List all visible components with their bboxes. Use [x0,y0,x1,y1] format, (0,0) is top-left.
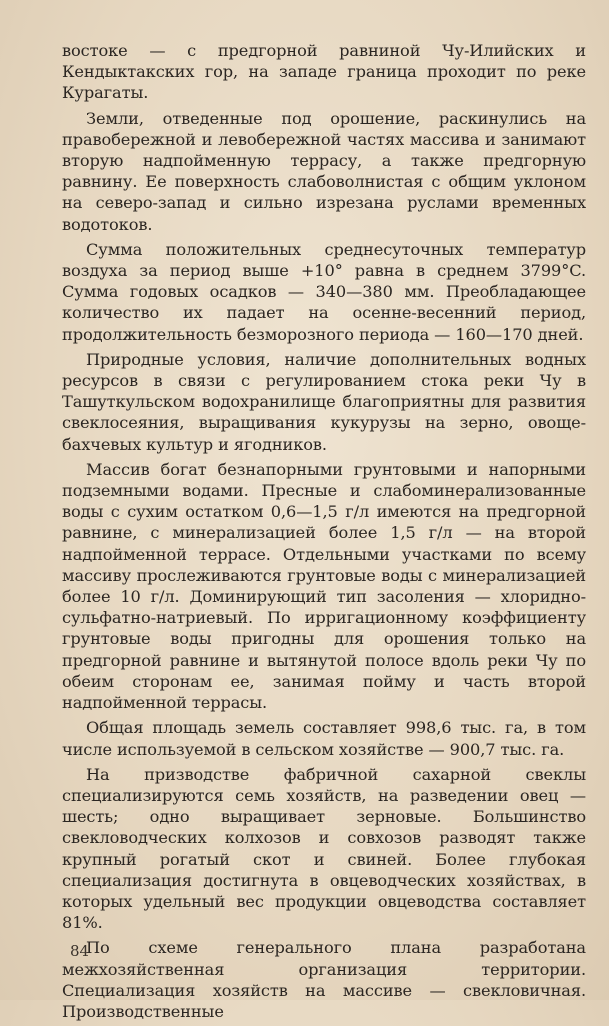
paragraph-8: По схеме генерального плана разработана межхозяйственная организация территории. Специализация хозяйств на массиве — свекловичная. Производственные [62,938,586,1021]
paragraph-5: Массив богат безнапорными грунтовыми и напорными подземными водами. Пресные и слабоминерализованные воды с сухим остатком 0,6—1,5 г/л имеются на предгорной равнине, с минерализацией более 1,5 г/л — на второй надпойменной террасе. Отдельными участками по всему массиву прослеживаются грунтовые воды с минерализацией более 10 г/л. Доминирующий тип засоления — хлоридно-сульфатно-натриевый. По ирригационному коэффициенту грунтовые воды пригодны для орошения только на предгорной равнине и вытянутой полосе вдоль реки Чу по обеим сторонам ее, занимая пойму и часть второй надпойменной террасы. [62,459,586,713]
paragraph-4: Природные условия, наличие дополнительных водных ресурсов в связи с регулированием стока реки Чу в Ташуткульском водохранилище благоприятны для развития свеклосеяния, выращивания кукурузы на зерно, овоще-бахчевых культур и ягодников. [62,349,586,454]
paragraph-3: Сумма положительных среднесуточных температур воздуха за период выше +10° равна в среднем 3799°C. Сумма годовых осадков — 340—380 мм. Преобладающее количество их падает на осенне-весенний период, продолжительность безморозного периода — 160—170 дней. [62,239,586,344]
paragraph-6: Общая площадь земель составляет 998,6 тыс. га, в том числе используемой в сельском хозяйстве — 900,7 тыс. га. [62,718,586,759]
paragraph-7: На призводстве фабричной сахарной свеклы специализируются семь хозяйств, на разведении овец — шесть; одно выращивает зерновые. Большинство свекловодческих колхозов и совхозов разводят также крупный рогатый скот и свиней. Более глубокая специализация достигнута в овцеводческих хозяйствах, в которых удельный вес продукции овцеводства составляет 81%. [62,764,586,933]
paragraph-1: востоке — с предгорной равниной Чу-Илийских и Кендыктакских гор, на западе граница проходит по реке Курагаты. [62,41,586,103]
paragraph-2: Земли, отведенные под орошение, раскинулись на правобережной и левобережной частях массива и занимают вторую надпойменную террасу, а также предгорную равнину. Ее поверхность слабоволнистая с общим уклоном на северо-запад и сильно изрезана руслами временных водотоков. [62,108,586,234]
page-number: 84 [70,942,90,960]
page-body [62,40,586,1026]
